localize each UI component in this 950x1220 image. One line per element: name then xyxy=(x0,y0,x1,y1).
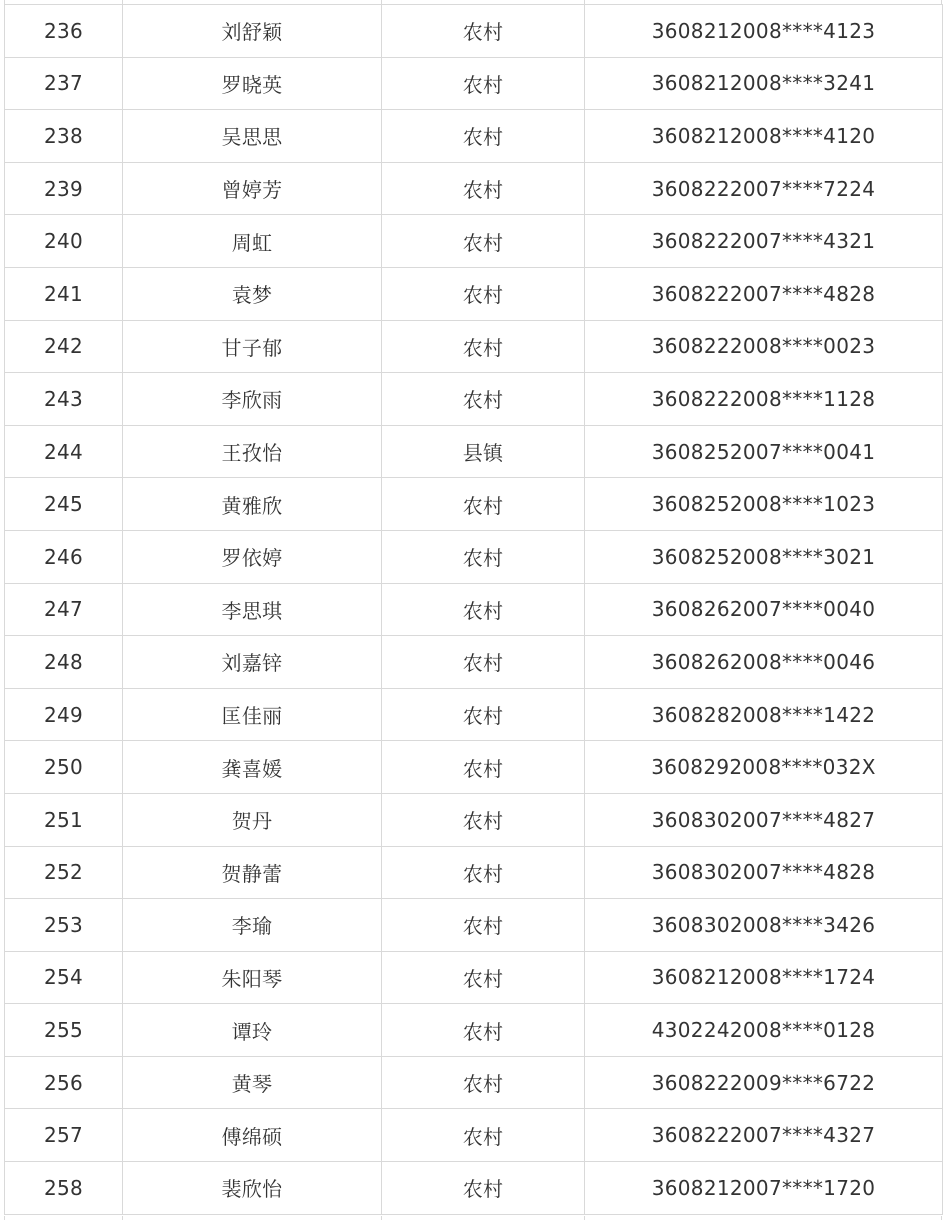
residence-type-cell: 农村 xyxy=(382,636,585,689)
serial-number-cell: 257 xyxy=(5,1109,123,1162)
residence-type-cell: 农村 xyxy=(382,162,585,215)
name-cell: 袁梦 xyxy=(123,267,382,320)
residence-type-cell: 农村 xyxy=(382,1162,585,1215)
residence-type-cell: 农村 xyxy=(382,583,585,636)
residence-type-cell: 农村 xyxy=(382,110,585,163)
residence-type-cell: 农村 xyxy=(382,530,585,583)
name-cell: 裴欣怡 xyxy=(123,1162,382,1215)
residence-type-cell: 农村 xyxy=(382,1109,585,1162)
residence-type-cell: 农村 xyxy=(382,478,585,531)
name-cell: 周虹 xyxy=(123,215,382,268)
id-number-cell: 3608212008****4123 xyxy=(585,5,943,58)
residence-type-cell: 农村 xyxy=(382,5,585,58)
serial-number-cell: 249 xyxy=(5,688,123,741)
table-row xyxy=(5,688,943,741)
id-number-cell: 3608302007****4828 xyxy=(585,846,943,899)
id-number-cell: 3608222007****4321 xyxy=(585,215,943,268)
residence-type-cell: 农村 xyxy=(382,215,585,268)
residence-type-cell: 农村 xyxy=(382,57,585,110)
name-cell: 贺丹 xyxy=(123,793,382,846)
residence-type-cell: 农村 xyxy=(382,793,585,846)
serial-number-cell: 246 xyxy=(5,530,123,583)
id-number-cell: 3608212008****3241 xyxy=(585,57,943,110)
residence-type-cell: 农村 xyxy=(382,1004,585,1057)
table-row xyxy=(5,373,943,426)
table-row xyxy=(5,478,943,531)
serial-number-cell: 250 xyxy=(5,741,123,794)
id-number-cell: 3608222007****4327 xyxy=(585,1109,943,1162)
id-number-cell: 3608262008****0046 xyxy=(585,636,943,689)
table-row xyxy=(5,267,943,320)
serial-number-cell: 251 xyxy=(5,793,123,846)
id-number-cell: 3608262007****0040 xyxy=(585,583,943,636)
id-number-cell: 3608252008****1023 xyxy=(585,478,943,531)
serial-number-cell: 237 xyxy=(5,57,123,110)
serial-number-cell: 244 xyxy=(5,425,123,478)
table-row xyxy=(5,1162,943,1215)
id-number-cell: 3608212007****1720 xyxy=(585,1162,943,1215)
table-row xyxy=(5,5,943,58)
id-number-cell: 3608222008****1128 xyxy=(585,373,943,426)
residence-type-cell: 农村 xyxy=(382,1056,585,1109)
name-cell: 罗依婷 xyxy=(123,530,382,583)
name-cell: 朱阳琴 xyxy=(123,951,382,1004)
name-cell: 傅绵硕 xyxy=(123,1109,382,1162)
serial-number-cell: 253 xyxy=(5,899,123,952)
id-number-cell: 3608222007****4828 xyxy=(585,267,943,320)
table-row xyxy=(5,110,943,163)
serial-number-cell: 256 xyxy=(5,1056,123,1109)
id-number-cell: 4302242008****0128 xyxy=(585,1004,943,1057)
serial-number-cell: 240 xyxy=(5,215,123,268)
table-row xyxy=(5,793,943,846)
residence-type-cell: 农村 xyxy=(382,899,585,952)
name-cell: 李思琪 xyxy=(123,583,382,636)
table-row xyxy=(5,162,943,215)
serial-number-cell: 255 xyxy=(5,1004,123,1057)
table-row xyxy=(5,583,943,636)
id-number-cell: 3608222008****0023 xyxy=(585,320,943,373)
id-number-cell: 3608222007****7224 xyxy=(585,162,943,215)
student-list-table xyxy=(4,4,942,1215)
residence-type-cell: 县镇 xyxy=(382,425,585,478)
serial-number-cell: 248 xyxy=(5,636,123,689)
id-number-cell: 3608302008****3426 xyxy=(585,899,943,952)
name-cell: 贺静蕾 xyxy=(123,846,382,899)
name-cell: 刘舒颖 xyxy=(123,5,382,58)
residence-type-cell: 农村 xyxy=(382,688,585,741)
table-row xyxy=(5,425,943,478)
serial-number-cell: 254 xyxy=(5,951,123,1004)
table-row xyxy=(5,899,943,952)
name-cell: 龚喜媛 xyxy=(123,741,382,794)
table-row xyxy=(5,1004,943,1057)
name-cell: 甘子郁 xyxy=(123,320,382,373)
residence-type-cell: 农村 xyxy=(382,320,585,373)
id-number-cell: 3608222009****6722 xyxy=(585,1056,943,1109)
name-cell: 匡佳丽 xyxy=(123,688,382,741)
table-row xyxy=(5,1109,943,1162)
name-cell: 王孜怡 xyxy=(123,425,382,478)
table-row xyxy=(5,951,943,1004)
residence-type-cell: 农村 xyxy=(382,741,585,794)
residence-type-cell: 农村 xyxy=(382,846,585,899)
name-cell: 谭玲 xyxy=(123,1004,382,1057)
serial-number-cell: 252 xyxy=(5,846,123,899)
residence-type-cell: 农村 xyxy=(382,951,585,1004)
id-number-cell: 3608212008****1724 xyxy=(585,951,943,1004)
name-cell: 曾婷芳 xyxy=(123,162,382,215)
id-number-cell: 3608302007****4827 xyxy=(585,793,943,846)
serial-number-cell: 239 xyxy=(5,162,123,215)
table-bottom-continuation xyxy=(4,1216,942,1220)
name-cell: 李瑜 xyxy=(123,899,382,952)
id-number-cell: 3608252008****3021 xyxy=(585,530,943,583)
serial-number-cell: 258 xyxy=(5,1162,123,1215)
serial-number-cell: 242 xyxy=(5,320,123,373)
name-cell: 吴思思 xyxy=(123,110,382,163)
serial-number-cell: 245 xyxy=(5,478,123,531)
id-number-cell: 3608292008****032X xyxy=(585,741,943,794)
table-body xyxy=(5,5,943,1215)
table-row xyxy=(5,320,943,373)
residence-type-cell: 农村 xyxy=(382,373,585,426)
table-row xyxy=(5,636,943,689)
id-number-cell: 3608252007****0041 xyxy=(585,425,943,478)
name-cell: 黄琴 xyxy=(123,1056,382,1109)
table-row xyxy=(5,741,943,794)
serial-number-cell: 241 xyxy=(5,267,123,320)
name-cell: 刘嘉锌 xyxy=(123,636,382,689)
table-row xyxy=(5,846,943,899)
id-number-cell: 3608212008****4120 xyxy=(585,110,943,163)
residence-type-cell: 农村 xyxy=(382,267,585,320)
table-row xyxy=(5,57,943,110)
serial-number-cell: 238 xyxy=(5,110,123,163)
name-cell: 李欣雨 xyxy=(123,373,382,426)
table-row xyxy=(5,1056,943,1109)
name-cell: 黄雅欣 xyxy=(123,478,382,531)
table-row xyxy=(5,215,943,268)
id-number-cell: 3608282008****1422 xyxy=(585,688,943,741)
serial-number-cell: 236 xyxy=(5,5,123,58)
serial-number-cell: 247 xyxy=(5,583,123,636)
table-row xyxy=(5,530,943,583)
name-cell: 罗晓英 xyxy=(123,57,382,110)
serial-number-cell: 243 xyxy=(5,373,123,426)
